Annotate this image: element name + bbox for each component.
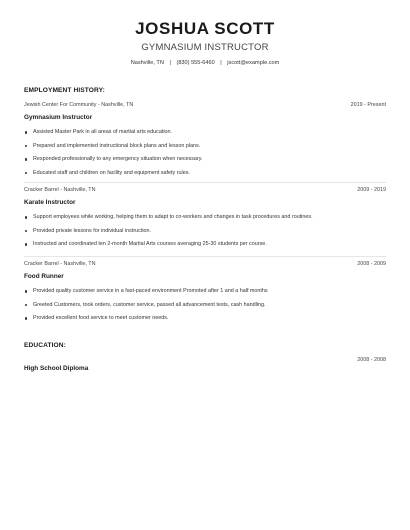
education-dates: 2008 - 2008 — [357, 357, 386, 363]
bullet-dot-icon — [25, 131, 27, 133]
bullet-text: Prepared and implemented instructional block plans and lesson plans. — [33, 142, 201, 149]
bullet-text: Provided private lessons for individual instruction. — [33, 227, 152, 234]
job-title: Karate Instructor — [24, 199, 76, 206]
contact-separator: | — [220, 60, 222, 66]
bullet-text: Support employees while working, helping them to adapt to co-workers and changes in task procedures and routines. — [33, 214, 313, 220]
bullet-text: Responded professionally to any emergency situation when necessary. — [33, 156, 203, 162]
bullet-dot-icon — [25, 158, 27, 160]
job-bullets — [24, 129, 386, 183]
job-employer: Cracker Barrel - Nashville, TN — [24, 261, 96, 267]
contact-line — [0, 60, 410, 66]
bullet-dot-icon — [25, 230, 27, 232]
job-employer: Cracker Barrel - Nashville, TN — [24, 187, 96, 193]
job-meta — [24, 102, 386, 111]
list-item — [24, 156, 386, 170]
contact-separator: | — [169, 60, 171, 66]
bullet-text: Provided quality customer service in a fast-paced environment Promoted after 1 and a half months — [33, 288, 268, 294]
bullet-dot-icon — [25, 145, 27, 147]
bullet-text: Educated staff and children on facility and equipment safety rules. — [33, 169, 190, 176]
bullet-text: Provided excellent food service to meet customer needs. — [33, 315, 169, 321]
contact-email: jscott@example.com — [227, 60, 280, 66]
candidate-name: JOSHUA SCOTT — [135, 19, 275, 38]
candidate-title: GYMNASIUM INSTRUCTOR — [141, 42, 269, 53]
job-entry — [24, 261, 386, 329]
section-divider — [24, 182, 386, 183]
list-item — [24, 170, 386, 184]
bullet-dot-icon — [25, 243, 27, 245]
job-employer: Jewish Center For Community - Nashville, TN — [24, 102, 134, 108]
list-item — [24, 214, 386, 228]
bullet-text: Greeted Customers, took orders, customer service, passed all advancement tests, cash handling. — [33, 301, 266, 308]
job-meta — [24, 187, 386, 196]
job-dates: 2019 - Present — [350, 102, 386, 108]
education-meta — [24, 357, 386, 366]
list-item — [24, 228, 386, 242]
bullet-dot-icon — [25, 172, 27, 174]
job-dates: 2009 - 2019 — [357, 187, 386, 193]
list-item — [24, 143, 386, 157]
job-entry — [24, 187, 386, 255]
job-entry — [24, 102, 386, 183]
list-item — [24, 241, 386, 255]
job-meta — [24, 261, 386, 270]
list-item — [24, 302, 386, 316]
bullet-dot-icon — [25, 290, 27, 292]
list-item — [24, 315, 386, 329]
job-title: Gymnasium Instructor — [24, 114, 93, 121]
education-entry — [24, 357, 386, 372]
job-dates: 2008 - 2009 — [357, 261, 386, 267]
bullet-text: Instructed and coordinated ten 2-month Martial Arts courses averaging 25-30 students per course. — [33, 241, 267, 247]
contact-location: Nashville, TN — [130, 60, 164, 66]
education-heading: EDUCATION: — [24, 342, 66, 349]
job-title: Food Runner — [24, 273, 64, 280]
bullet-dot-icon — [25, 317, 27, 319]
bullet-dot-icon — [25, 304, 27, 306]
bullet-text: Assisted Master Park in all areas of martial arts education. — [33, 129, 173, 135]
education-degree: High School Diploma — [24, 365, 89, 372]
job-bullets — [24, 214, 386, 255]
bullet-dot-icon — [25, 216, 27, 218]
list-item — [24, 288, 386, 302]
employment-heading: EMPLOYMENT HISTORY: — [24, 87, 105, 94]
job-bullets — [24, 288, 386, 329]
contact-phone: (830) 555-6460 — [176, 60, 215, 66]
list-item — [24, 129, 386, 143]
section-divider — [24, 256, 386, 257]
